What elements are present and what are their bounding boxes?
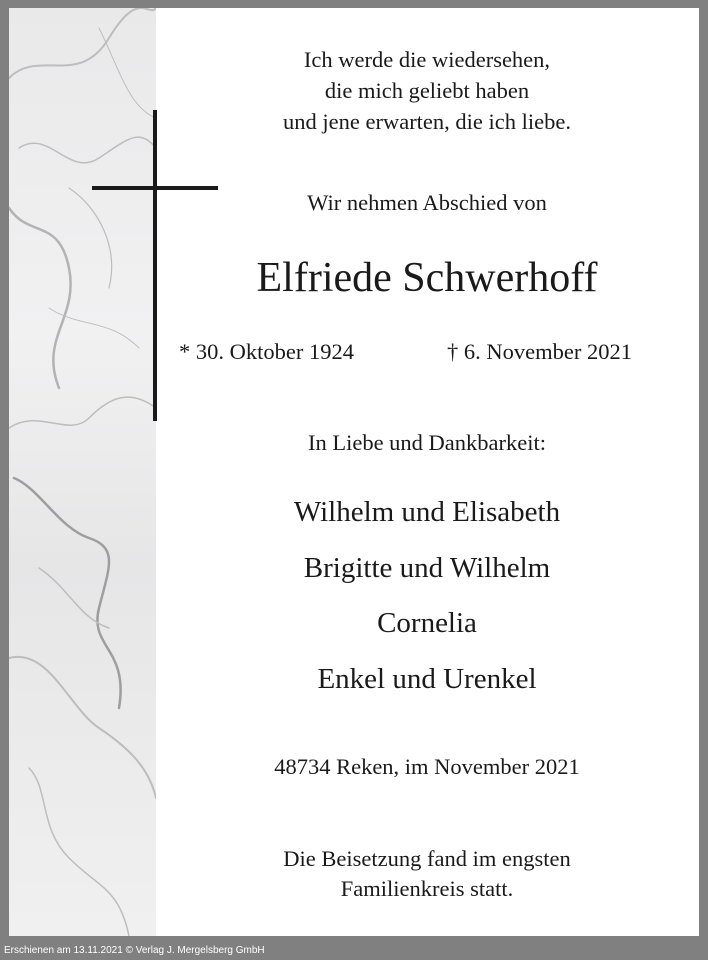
death-date: † 6. November 2021 <box>447 339 632 364</box>
gratitude-line: In Liebe und Dankbarkeit: <box>307 430 547 455</box>
place-and-date: 48734 Reken, im November 2021 <box>274 754 580 779</box>
mourners-list <box>157 485 697 707</box>
verse-line: die mich geliebt haben <box>324 78 530 103</box>
mourner: Wilhelm und Elisabeth <box>293 496 561 528</box>
deceased-name: Elfriede Schwerhoff <box>256 255 598 301</box>
verse-line: und jene erwarten, die ich liebe. <box>283 109 571 134</box>
farewell-intro: Wir nehmen Abschied von <box>307 190 547 215</box>
birth-date: * 30. Oktober 1924 <box>179 339 354 364</box>
verse <box>157 44 697 137</box>
burial-line: Die Beisetzung fand im engsten <box>283 846 571 871</box>
mourner: Enkel und Urenkel <box>317 662 537 695</box>
burial-note <box>157 844 697 904</box>
obituary-notice <box>9 8 699 936</box>
mourner: Cornelia <box>377 607 477 639</box>
mourner: Brigitte und Wilhelm <box>303 551 551 584</box>
burial-line: Familienkreis statt. <box>340 876 514 901</box>
marble-border-image <box>9 8 156 936</box>
verse-line: Ich werde die wiedersehen, <box>303 47 551 72</box>
publication-footer: Erschienen am 13.11.2021 © Verlag J. Mergelsberg GmbH <box>4 945 265 956</box>
